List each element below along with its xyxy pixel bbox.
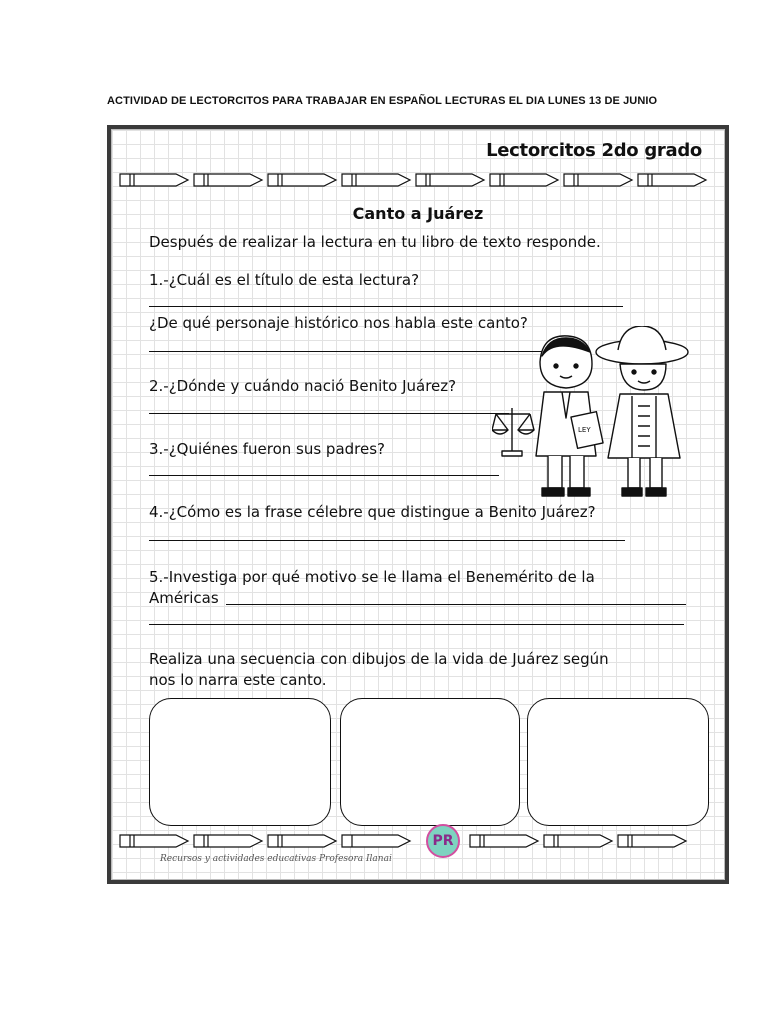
answer-line-2[interactable] (149, 413, 509, 414)
drawing-box-1[interactable] (149, 698, 331, 826)
question-3: 3.-¿Quiénes fueron sus padres? (149, 440, 386, 458)
drawing-prompt-line-1: Realiza una secuencia con dibujos de la vida de Juárez según (149, 650, 609, 668)
book-label: LEY (578, 426, 591, 434)
question-1b: ¿De qué personaje histórico nos habla este canto? (149, 314, 528, 332)
worksheet-brand-title: Lectorcitos 2do grado (486, 140, 702, 161)
answer-line-5b[interactable] (149, 624, 684, 625)
worksheet (107, 125, 729, 884)
worksheet-title: Canto a Juárez (352, 204, 484, 223)
answer-line-4[interactable] (149, 540, 625, 541)
question-1: 1.-¿Cuál es el título de esta lectura? (149, 271, 420, 289)
bottom-pencil-border (118, 831, 718, 851)
question-4: 4.-¿Cómo es la frase célebre que distingue a Benito Juárez? (149, 503, 596, 521)
pencil-border-icon (118, 170, 718, 190)
answer-line-3[interactable] (149, 475, 499, 476)
question-5-continued: Américas (149, 589, 219, 607)
drawing-box-2[interactable] (340, 698, 520, 826)
question-5: 5.-Investiga por qué motivo se le llama el Benemérito de la (149, 568, 595, 586)
footer-credit: Recursos y actividades educativas Profesora Ilanai (160, 854, 392, 864)
brand-logo-icon: PR (426, 824, 460, 858)
drawing-box-3[interactable] (527, 698, 709, 826)
drawing-prompt-line-2: nos lo narra este canto. (149, 671, 327, 689)
question-2: 2.-¿Dónde y cuándo nació Benito Juárez? (149, 377, 457, 395)
children-illustration-icon (492, 326, 692, 506)
pencil-border-icon (118, 831, 718, 851)
answer-line-5a[interactable] (226, 604, 686, 605)
answer-line-1[interactable] (149, 306, 623, 307)
page-header: ACTIVIDAD DE LECTORCITOS PARA TRABAJAR EN ESPAÑOL LECTURAS EL DIA LUNES 13 DE JUNIO (107, 95, 658, 107)
worksheet-grid-paper (111, 129, 725, 880)
instructions: Después de realizar la lectura en tu libro de texto responde. (149, 233, 601, 251)
top-pencil-border (118, 170, 718, 190)
children-illustration (492, 326, 692, 506)
